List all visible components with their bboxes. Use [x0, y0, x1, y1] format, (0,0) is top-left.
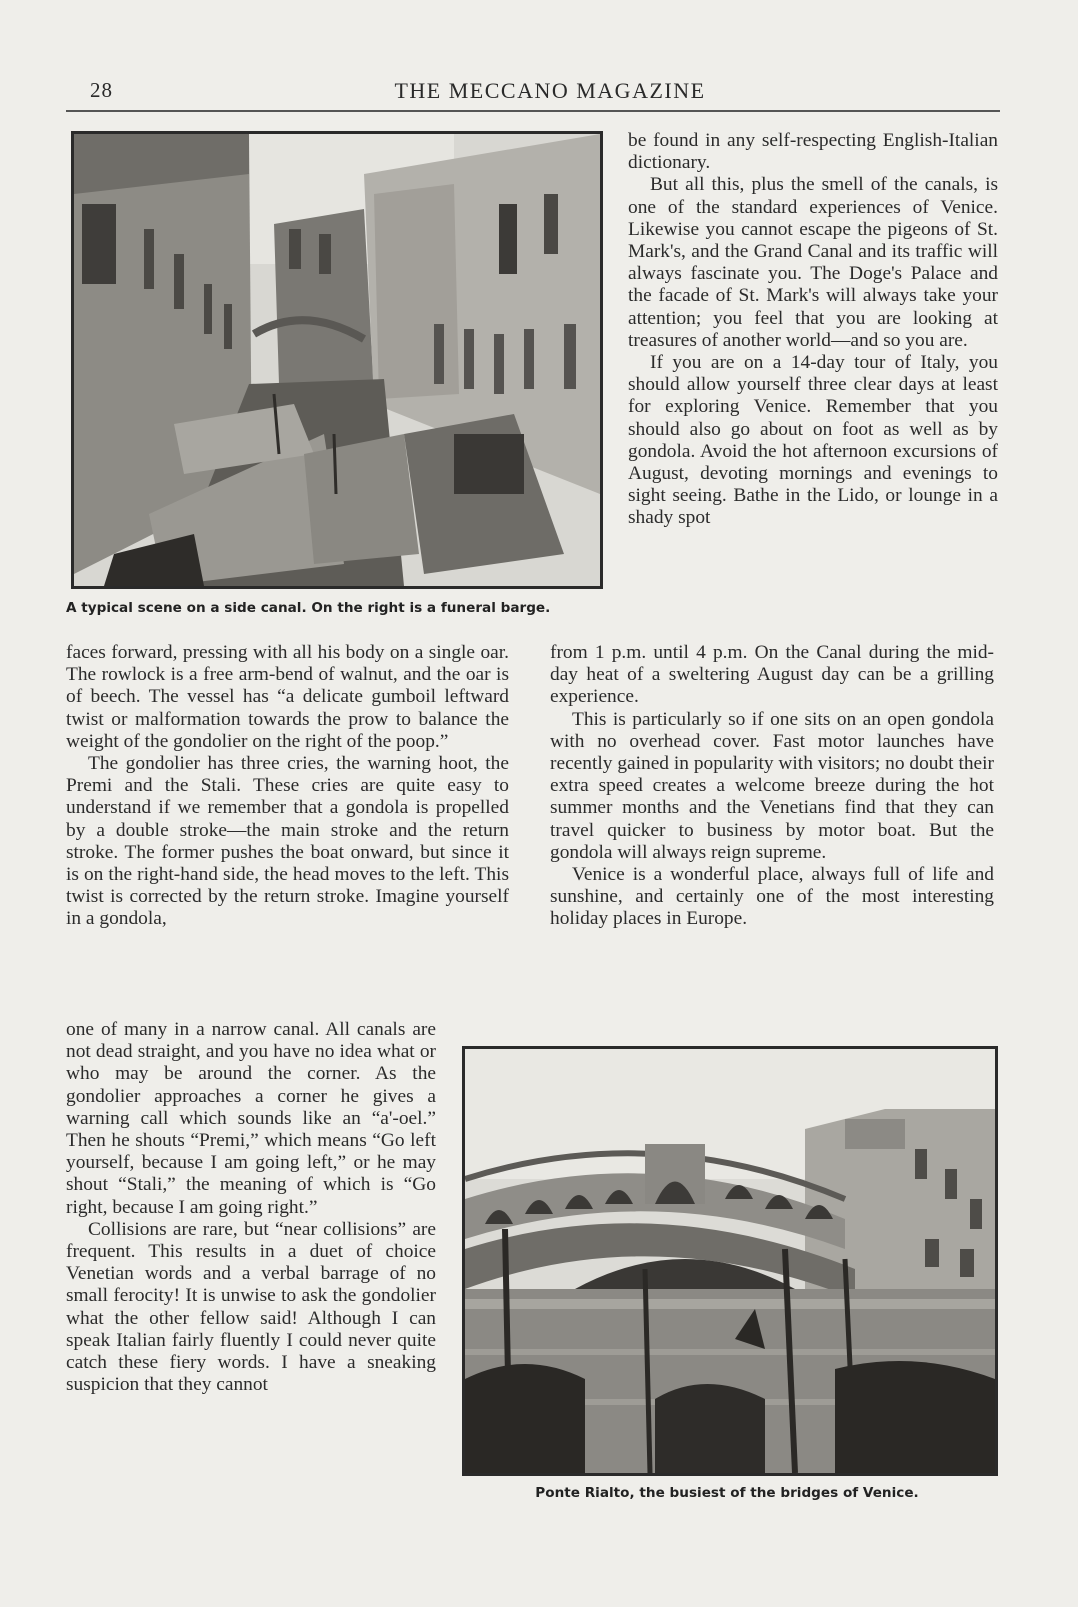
rialto-caption: Ponte Rialto, the busiest of the bridges of Venice.	[535, 1485, 919, 1501]
header-rule	[66, 110, 1000, 112]
article-column-right-upper	[628, 130, 998, 530]
article-column-left-upper	[66, 642, 509, 931]
paragraph: If you are on a 14-day tour of Italy, you should allow yourself three clear days at least for exploring Venice. Remember that you should also go about on foot as well as by gondola. Avoid the hot afternoon excursions of August, devoting mornings and evenings to sight seeing. Bathe in the Lido, or lounge in a shady spot	[628, 352, 998, 529]
paragraph: This is particularly so if one sits on an open gondola with no overhead cover. Fast motor launches have recently gained in popularity with visitors; no doubt their extra speed creates a welcome breeze during the hot summer months and the Venetians find that they can travel quicker to business by motor boat. But the gondola will always reign supreme.	[550, 708, 994, 863]
side-canal-illustration	[74, 134, 600, 586]
side-canal-photo	[71, 131, 603, 589]
paragraph: from 1 p.m. until 4 p.m. On the Canal during the mid-day heat of a sweltering August day can be a grilling experience.	[550, 642, 994, 708]
paragraph: The gondolier has three cries, the warning hoot, the Premi and the Stali. These cries are quite easy to understand if we remember that a gondola is propelled by a double stroke—the main stroke and the return stroke. The former pushes the boat onward, but since it is on the right-hand side, the head moves to the left. This twist is corrected by the return stroke. Imagine yourself in a gondola,	[66, 753, 509, 930]
rialto-bridge-illustration	[465, 1049, 995, 1473]
paragraph: Venice is a wonderful place, always full of life and sunshine, and certainly one of the most interesting holiday places in Europe.	[550, 864, 994, 930]
paragraph: But all this, plus the smell of the canals, is one of the standard experiences of Venice. Likewise you cannot escape the pigeons of St. Mark's, and the Grand Canal and its traffic will always fascinate you. The Doge's Palace and the facade of St. Mark's will always take your attention; you feel that you are looking at treasures of another world—and so you are.	[628, 174, 998, 351]
rialto-bridge-photo	[462, 1046, 998, 1476]
page-number: 28	[90, 78, 113, 102]
paragraph: one of many in a narrow canal. All canals are not dead straight, and you have no idea what or who may be around the corner. As the gondolier approaches a corner he gives a warning call which sounds like an “a'-oel.” Then he shouts “Premi,” which means “Go left yourself, because I am going left,” or he may shout “Stali,” the meaning of which is “Go right, because I am going right.”	[66, 1019, 436, 1218]
article-column-left-lower	[66, 1019, 436, 1396]
side-canal-caption: A typical scene on a side canal. On the right is a funeral barge.	[66, 600, 551, 616]
paragraph: be found in any self-respecting English-Italian dictionary.	[628, 130, 998, 174]
magazine-title: THE MECCANO MAGAZINE	[394, 78, 706, 103]
article-column-right-lower	[550, 642, 994, 931]
paragraph: faces forward, pressing with all his body on a single oar. The rowlock is a free arm-bend of walnut, and the oar is of beech. The vessel has “a delicate gumboil leftward twist or malformation towards the prow to balance the weight of the gondolier on the right of the poop.”	[66, 642, 509, 752]
paragraph: Collisions are rare, but “near collisions” are frequent. This results in a duet of choice Venetian words and a verbal barrage of no small ferocity! It is unwise to ask the gondolier what the other fellow said! Although I can speak Italian fairly fluently I could never quite catch these fiery words. I have a sneaking suspicion that they cannot	[66, 1218, 436, 1396]
